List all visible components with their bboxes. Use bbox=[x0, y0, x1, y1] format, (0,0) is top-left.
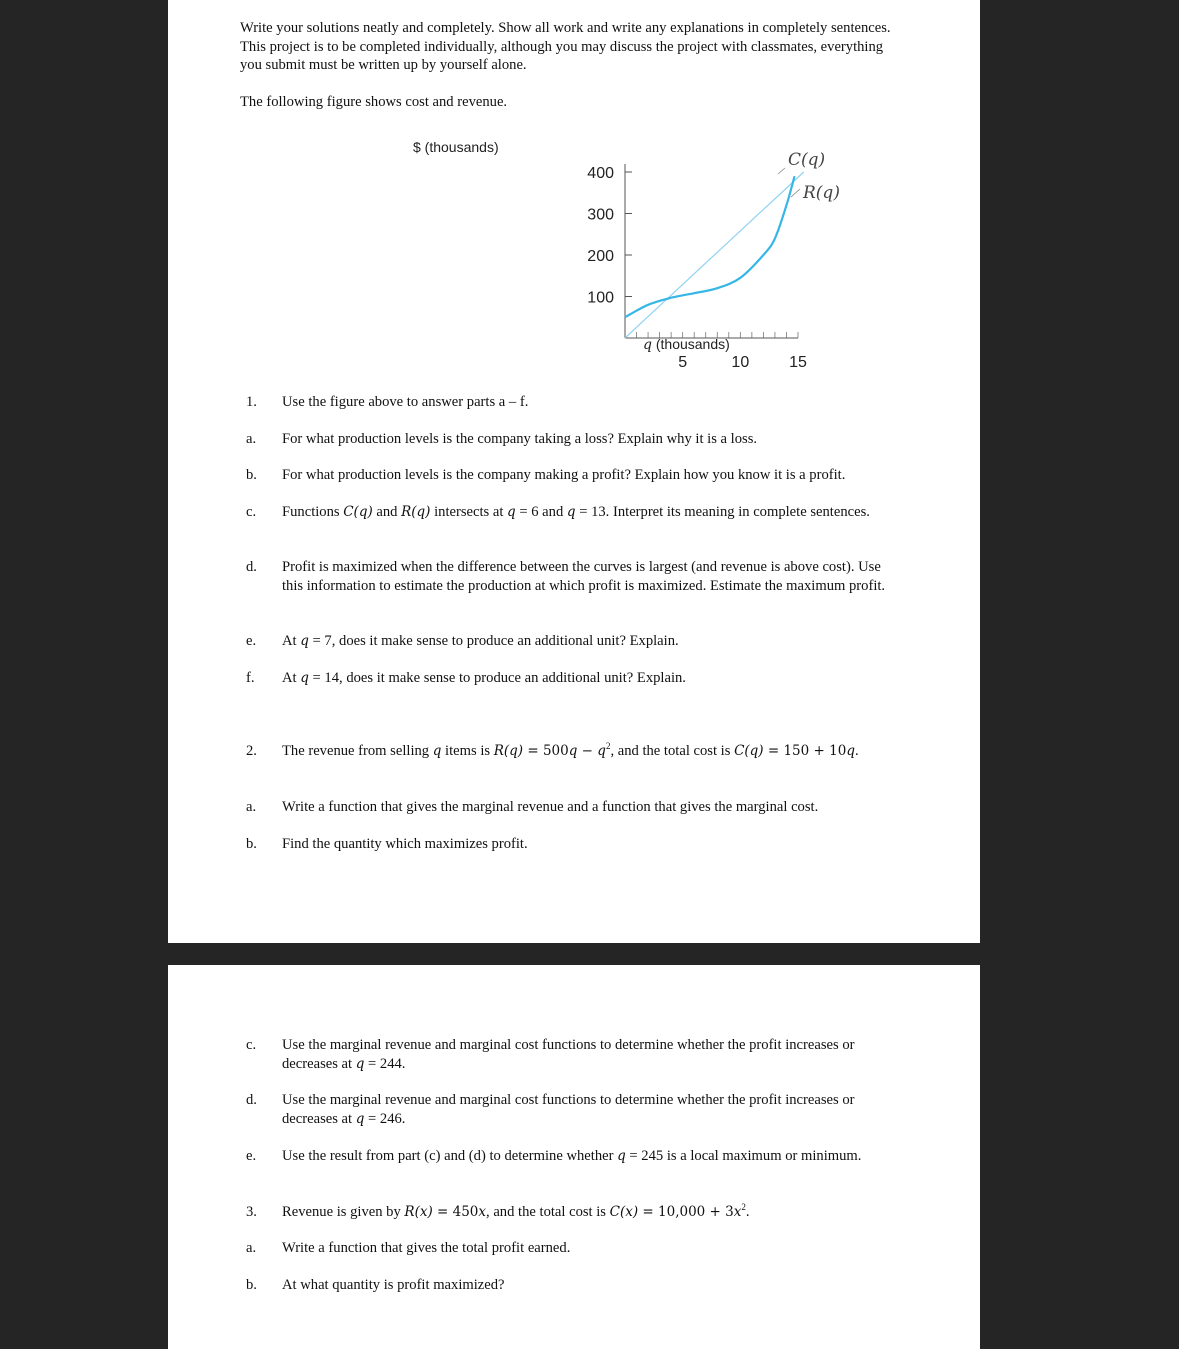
math-cost: C(q) bbox=[734, 743, 764, 759]
revenue-line bbox=[625, 172, 804, 338]
math-q: q bbox=[300, 670, 309, 686]
math-revenue: R(q) bbox=[401, 504, 431, 520]
text-run: , and the total cost is bbox=[486, 1204, 610, 1220]
figure-caption: The following figure shows cost and revenue. bbox=[240, 94, 508, 110]
part-label: e. bbox=[246, 633, 257, 649]
part-label: d. bbox=[246, 1092, 257, 1108]
text-run: intersects at bbox=[430, 504, 508, 520]
text-run: Revenue is given by bbox=[282, 1204, 405, 1220]
math-revenue: R(x) bbox=[404, 1204, 433, 1220]
part-label: b. bbox=[246, 836, 257, 852]
part-text bbox=[282, 503, 902, 522]
x-axis-label-rest: (thousands) bbox=[651, 336, 730, 352]
text-run: and bbox=[372, 504, 402, 520]
text-run: = 245 is a local maximum or minimum. bbox=[625, 1148, 862, 1164]
part-text: Find the quantity which maximizes profit. bbox=[282, 836, 528, 852]
cost-revenue-chart bbox=[393, 130, 953, 375]
text-run: items is bbox=[441, 743, 494, 759]
math-run: − bbox=[577, 743, 598, 759]
y-tick-label: 200 bbox=[587, 248, 614, 265]
part-text: At what quantity is profit maximized? bbox=[282, 1277, 505, 1293]
part-label: c. bbox=[246, 1037, 257, 1053]
part-label: a. bbox=[246, 799, 257, 815]
part-label: c. bbox=[246, 504, 257, 520]
question-text bbox=[282, 1203, 902, 1222]
math-exponent: 2 bbox=[605, 741, 611, 752]
math-q: q bbox=[432, 743, 442, 759]
part-text: Write a function that gives the marginal revenue and a function that gives the marginal cost. bbox=[282, 799, 819, 815]
y-tick-label: 300 bbox=[587, 206, 614, 224]
part-text: Write a function that gives the total profit earned. bbox=[282, 1240, 571, 1256]
math-run: = 500 bbox=[523, 743, 569, 759]
part-label: b. bbox=[246, 1277, 257, 1293]
part-label: e. bbox=[246, 1148, 257, 1164]
text-run: The revenue from selling bbox=[282, 743, 433, 759]
text-run: Functions bbox=[282, 504, 344, 520]
question-text bbox=[282, 742, 902, 761]
math-q: q bbox=[355, 1055, 365, 1072]
text-run: = 6 and bbox=[515, 504, 567, 520]
text-run: = 13. Interpret its meaning in complete sentences. bbox=[575, 504, 870, 520]
question-text: Use the figure above to answer parts a – f. bbox=[282, 394, 529, 410]
question-number: 1. bbox=[246, 394, 257, 410]
math-cost: C(x) bbox=[609, 1204, 639, 1220]
part-text: Profit is maximized when the difference between the curves is largest (and revenue is above cost). Use this information to estimate the production at which profit is maximized. Estimate the maximum profit. bbox=[282, 559, 886, 594]
part-text bbox=[282, 1091, 902, 1128]
math-run: = 450 bbox=[432, 1204, 479, 1220]
math-exponent: 2 bbox=[741, 1202, 746, 1213]
document-page-1 bbox=[168, 0, 980, 943]
x-tick-label: 15 bbox=[789, 354, 807, 371]
text-run: = 14, does it make sense to produce an additional unit? Explain. bbox=[308, 670, 686, 686]
y-tick-label: 100 bbox=[587, 289, 614, 307]
math-q: q bbox=[617, 1148, 626, 1164]
text-run: Use the result from part (c) and (d) to determine whether bbox=[282, 1148, 618, 1164]
math-q: q bbox=[507, 504, 516, 520]
math-q: q bbox=[355, 1110, 365, 1127]
part-label: a. bbox=[246, 1240, 257, 1256]
text-run: . bbox=[745, 1204, 750, 1220]
math-x: x bbox=[478, 1204, 487, 1220]
part-label: d. bbox=[246, 559, 257, 575]
text-run: = 7, does it make sense to produce an additional unit? Explain. bbox=[308, 633, 679, 649]
y-tick-label: 400 bbox=[587, 165, 614, 182]
math-q: q bbox=[597, 743, 606, 759]
question-number: 2. bbox=[246, 743, 257, 759]
part-label: a. bbox=[246, 431, 257, 447]
part-text bbox=[282, 669, 902, 688]
part-text: For what production levels is the company taking a loss? Explain why it is a loss. bbox=[282, 431, 758, 447]
math-run: = 10,000 + 3 bbox=[638, 1204, 734, 1220]
part-text bbox=[282, 632, 902, 651]
revenue-label-leader bbox=[791, 189, 800, 197]
part-text bbox=[282, 1036, 902, 1073]
part-text bbox=[282, 1147, 902, 1166]
text-run: = 244. bbox=[364, 1055, 406, 1072]
text-run: . bbox=[854, 743, 859, 759]
part-label: f. bbox=[246, 670, 255, 686]
math-run: = 150 + 10 bbox=[763, 743, 847, 759]
cost-label-leader bbox=[778, 168, 785, 174]
math-revenue: R(q) bbox=[493, 743, 524, 759]
y-axis-label: $ (thousands) bbox=[413, 139, 499, 155]
text-run: At bbox=[282, 670, 301, 686]
math-q: q bbox=[300, 633, 309, 649]
part-text: For what production levels is the company making a profit? Explain how you know it is a profit. bbox=[282, 467, 846, 483]
revenue-line-label: R(q) bbox=[803, 183, 840, 203]
part-label: b. bbox=[246, 467, 257, 483]
document-page-2 bbox=[168, 965, 980, 1349]
math-cost: C(q) bbox=[343, 504, 373, 520]
math-x: x bbox=[733, 1204, 742, 1220]
question-number: 3. bbox=[246, 1204, 257, 1220]
text-run: At bbox=[282, 633, 301, 649]
x-tick-label: 10 bbox=[731, 354, 750, 371]
text-run: Use the marginal revenue and marginal cost functions to determine whether the profit increases or decreases at bbox=[282, 1037, 855, 1072]
instructions-paragraph: Write your solutions neatly and completely. Show all work and write any explanations in completely sentences. This project is to be completed individually, although you may discuss the project with classmates, everything you submit must be written up by yourself alone. bbox=[240, 20, 891, 74]
text-run: = 246. bbox=[364, 1110, 406, 1127]
text-run: Use the marginal revenue and marginal cost functions to determine whether the profit increases or decreases at bbox=[282, 1092, 855, 1127]
text-run: , and the total cost is bbox=[610, 743, 735, 759]
math-q: q bbox=[566, 504, 576, 520]
x-axis-label-var: q bbox=[643, 337, 652, 353]
x-tick-label: 5 bbox=[678, 354, 688, 371]
cost-curve-label: C(q) bbox=[788, 150, 826, 170]
math-q: q bbox=[846, 743, 855, 759]
x-axis-label bbox=[643, 336, 730, 353]
math-q: q bbox=[568, 743, 578, 759]
cost-curve bbox=[625, 176, 795, 317]
